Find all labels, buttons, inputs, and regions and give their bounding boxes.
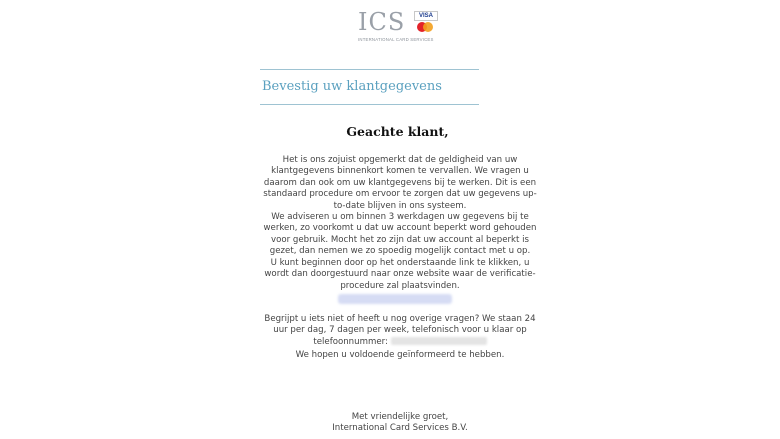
card-brands [414,11,438,31]
phone-number-redacted [391,337,487,345]
page-title: Bevestig uw klantgegevens [262,79,442,94]
verification-link[interactable] [338,294,452,304]
paragraph-closing-note: We hopen u voldoende geïnformeerd te hebben. [295,350,505,360]
logo-wordmark: ICS [358,8,406,36]
divider-bottom [260,104,479,105]
logo-subtitle: INTERNATIONAL CARD SERVICES [358,37,434,42]
visa-logo-icon: VISA [414,11,438,21]
mastercard-logo-icon [414,22,436,32]
signature-greeting: Met vriendelijke groet, [351,412,449,422]
paragraph-expiry-notice: Het is ons zojuist opgemerkt dat de geldigheid van uw klantgegevens binnenkort komen te vervallen. We vragen u daarom dan ook om uw klantgegevens bij te werken. Dit is een standaard procedure om ervoor te zorgen dat uw gegevens up-to-date blijven in ons systeem. [263,155,537,211]
ics-logo [358,9,438,45]
paragraph-contact [260,314,540,348]
paragraph-advice: We adviseren u om binnen 3 werkdagen uw gegevens bij te werken, zo voorkomt u dat uw account beperkt word gehouden voor gebruik. Mocht het zo zijn dat uw account al beperkt is gezet, dan nemen we zo spoedig mogelijk contact met u op. [263,212,537,257]
greeting: Geachte klant, [346,124,449,139]
signature-company: International Card Services B.V. [332,423,468,434]
divider-top [260,69,479,70]
contact-text: Begrijpt u iets niet of heeft u nog overige vragen? We staan 24 uur per dag, 7 dagen per week, telefonisch voor u klaar op telefoonnummer: [264,314,536,347]
signature [260,412,540,435]
paragraph-instructions: U kunt beginnen door op het onderstaande link te klikken, u wordt dan doorgestuurd naar onze website waar de verificatie-procedure zal plaatsvinden. [264,258,536,291]
